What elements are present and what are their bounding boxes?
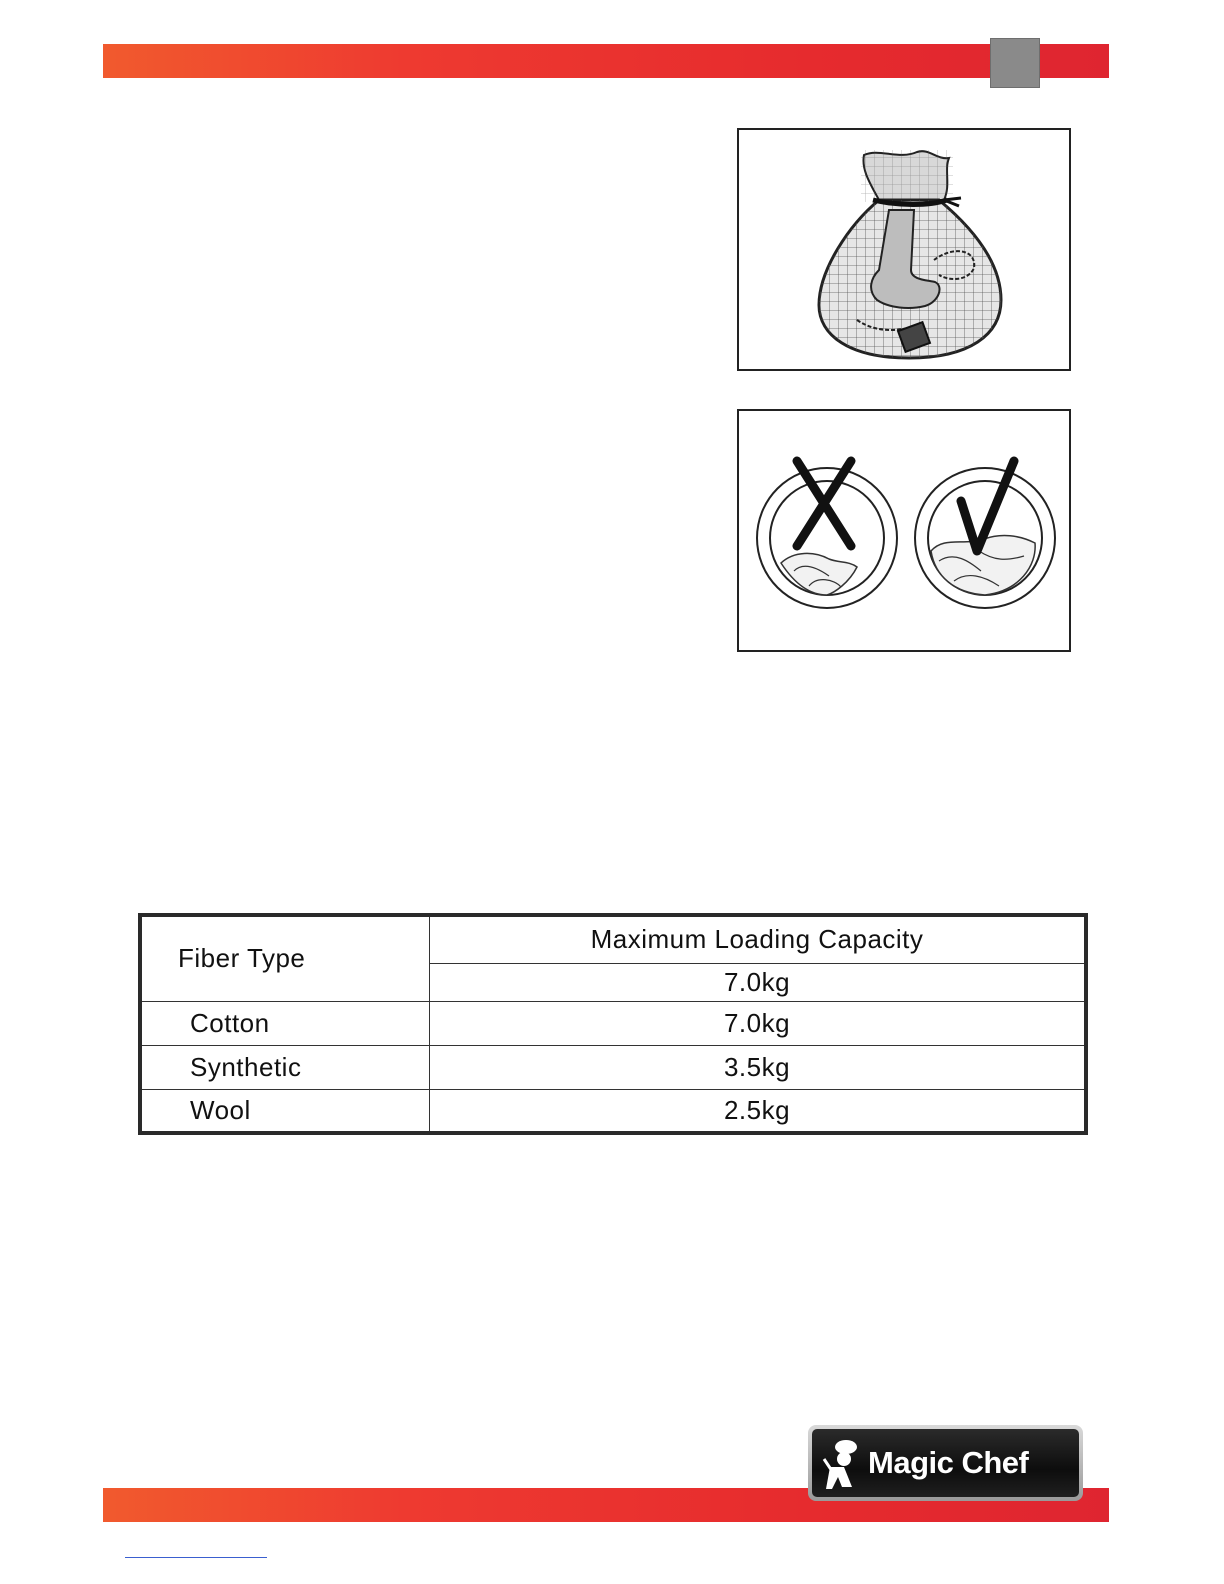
table-header-row: [140, 915, 1086, 963]
brand-logo: [808, 1425, 1083, 1501]
drum-load-figure: [737, 409, 1071, 652]
laundry-bag-figure: [737, 128, 1071, 371]
capacity-cell: 7.0kg: [430, 1001, 1087, 1045]
table-row: [140, 1045, 1086, 1089]
fiber-type-cell: Synthetic: [140, 1045, 430, 1089]
chef-mascot-icon: [822, 1437, 864, 1493]
capacity-cell: 2.5kg: [430, 1089, 1087, 1133]
capacity-cell: 3.5kg: [430, 1045, 1087, 1089]
header-capacity-model: 7.0kg: [430, 963, 1087, 1001]
fiber-type-cell: Wool: [140, 1089, 430, 1133]
footer-link-underline: [125, 1557, 267, 1558]
header-fiber-type: Fiber Type: [140, 915, 430, 1001]
page-number-tab: [990, 38, 1040, 88]
drum-load-icons: [739, 411, 1073, 654]
header-max-capacity: Maximum Loading Capacity: [430, 915, 1087, 963]
brand-logo-plate: [812, 1429, 1079, 1497]
brand-name: Magic Chef: [868, 1445, 1029, 1480]
loading-capacity-table: [138, 913, 1088, 1135]
laundry-bag-icon: [739, 130, 1073, 373]
table-row: [140, 1001, 1086, 1045]
fiber-type-cell: Cotton: [140, 1001, 430, 1045]
header-accent-bar: [103, 44, 1109, 78]
table-row: [140, 1089, 1086, 1133]
